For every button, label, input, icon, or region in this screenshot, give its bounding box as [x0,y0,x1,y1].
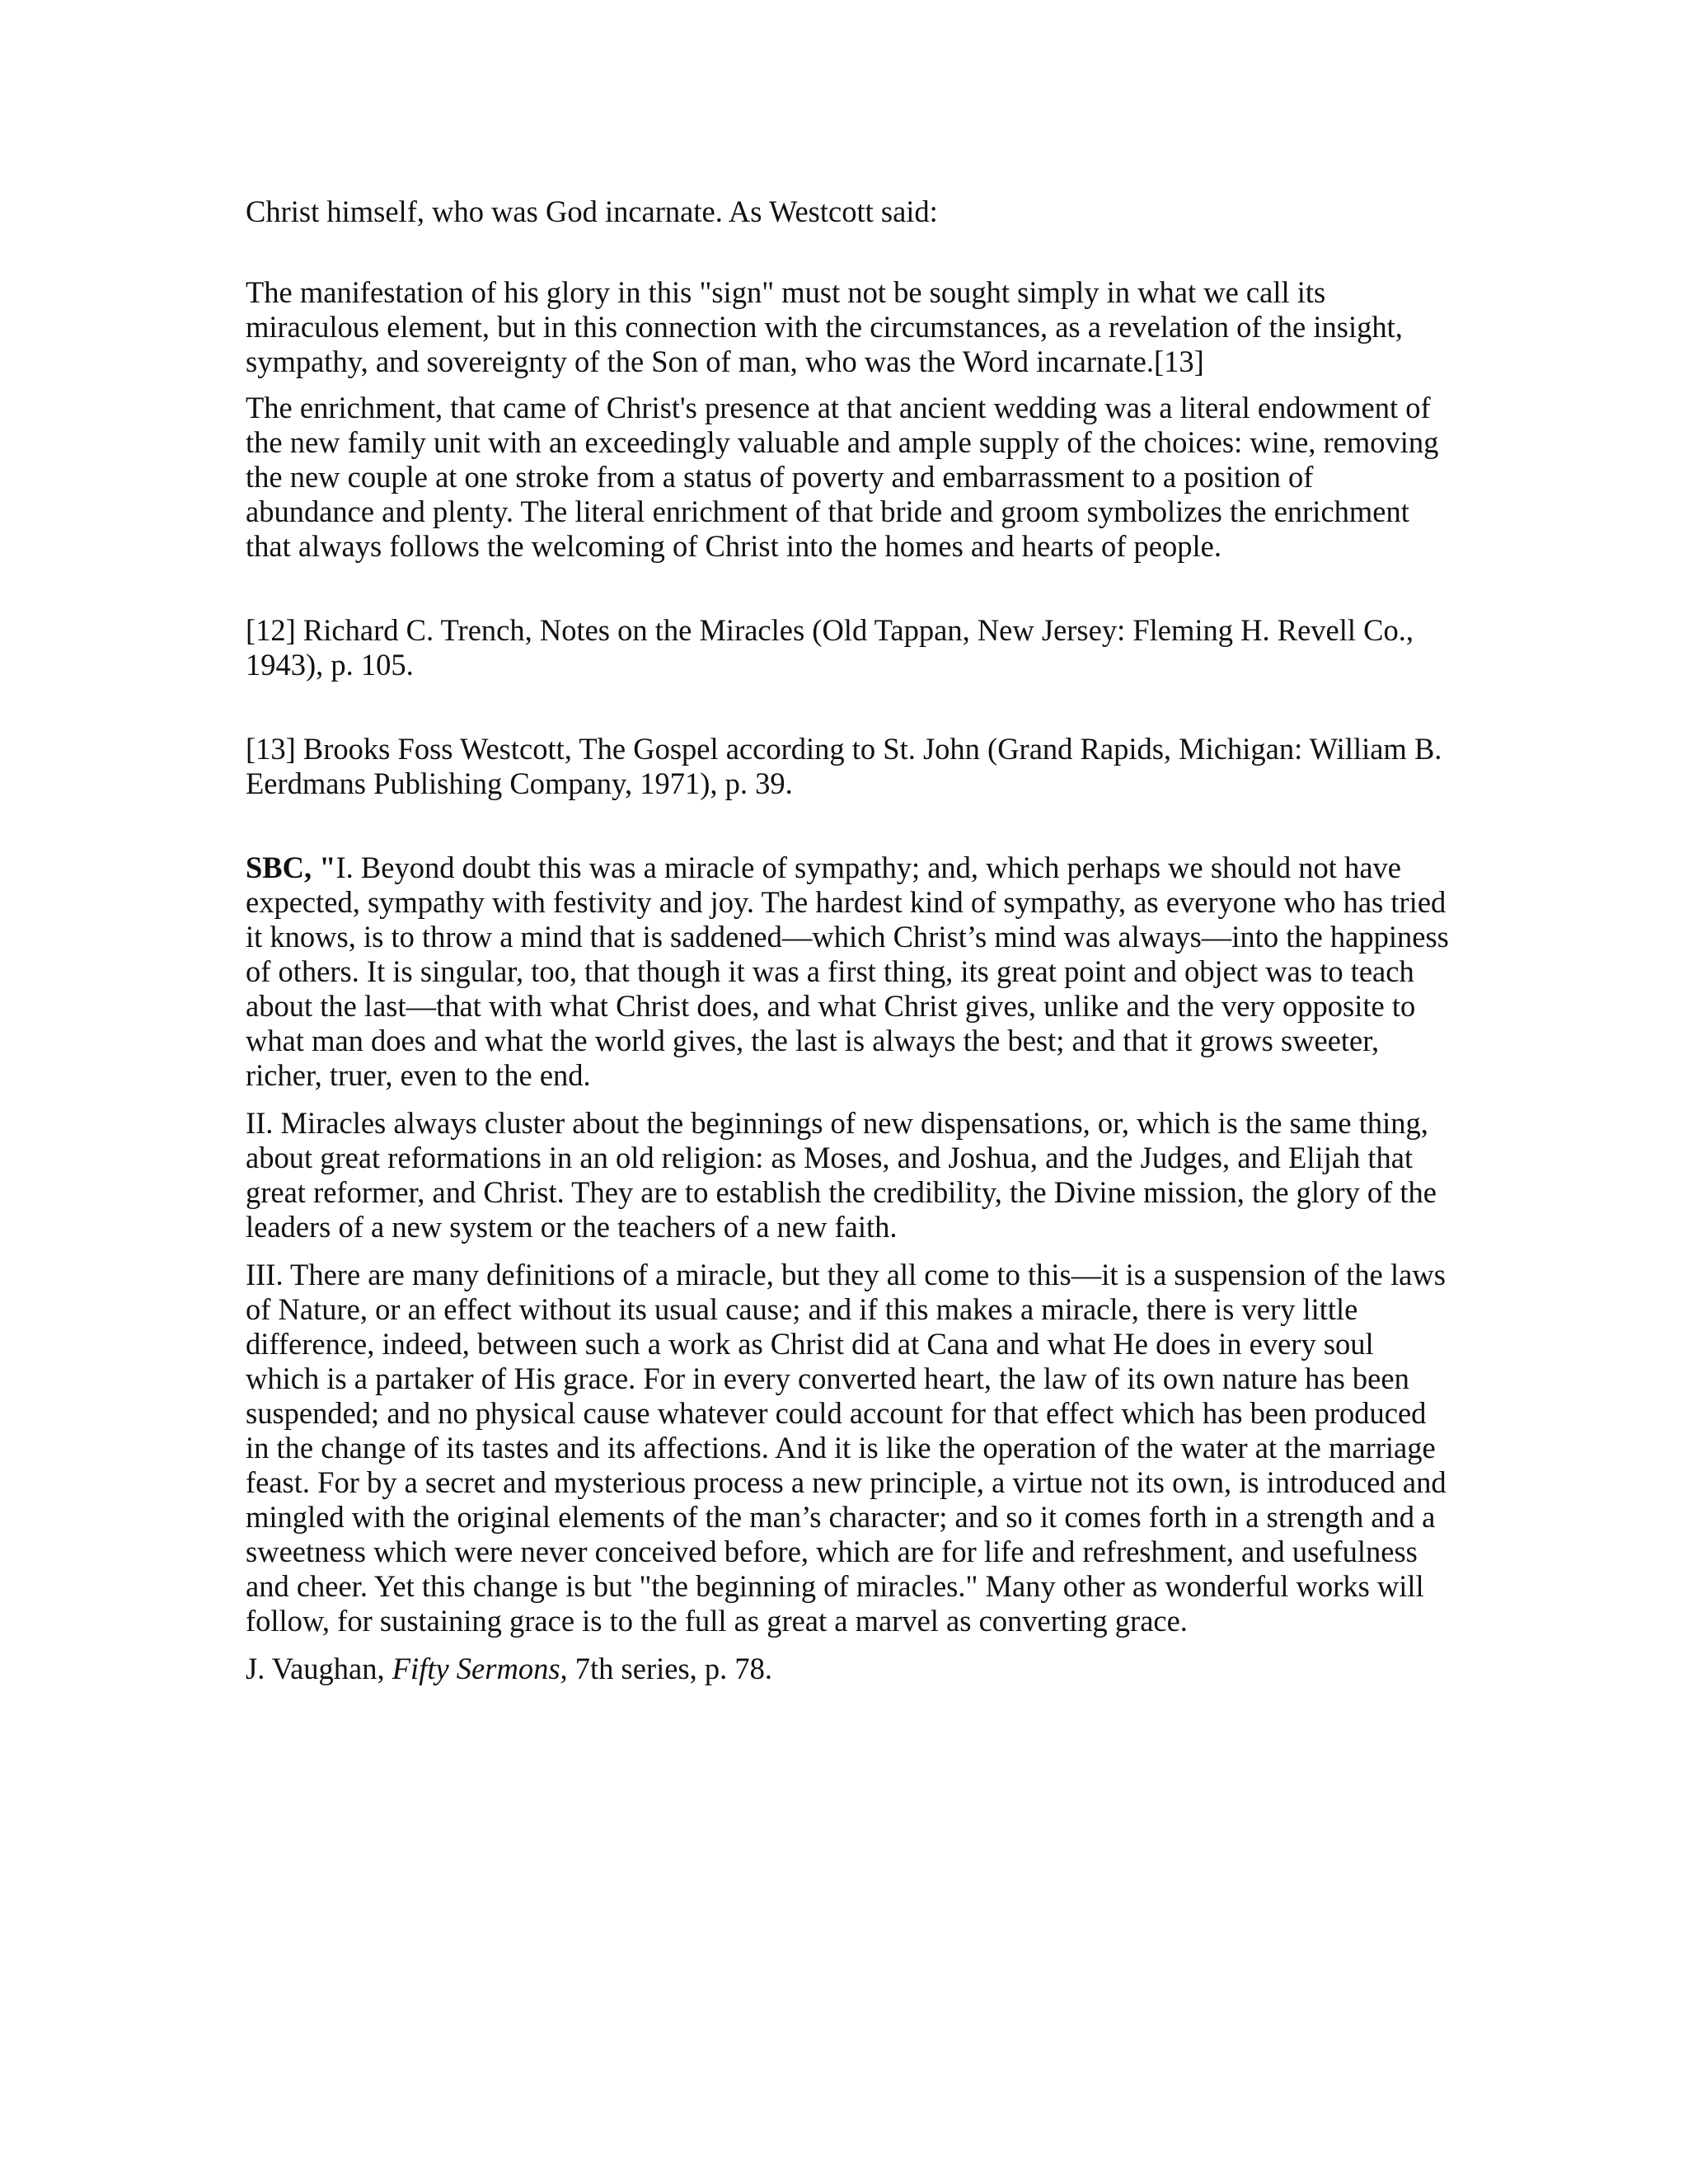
sbc-label: SBC, " [246,851,336,884]
citation-title: Fifty Sermons, [392,1652,568,1685]
document-page [246,194,1449,1686]
sbc-point-3: III. There are many definitions of a miracle, but they all come to this—it is a suspension of the laws of Nature, or an effect without its usual cause; and if this makes a miracle, there is very little difference, indeed, between such a work as Christ did at Cana and what He does in every soul which is a partaker of His grace. For in every converted heart, the law of its own nature has been suspended; and no physical cause whatever could account for that effect which has been produced in the change of its tastes and its affections. And it is like the operation of the water at the marriage feast. For by a secret and mysterious process a new principle, a virtue not its own, is introduced and mingled with the original elements of the man’s character; and so it comes forth in a strength and a sweetness which were never conceived before, which are for life and refreshment, and usefulness and cheer. Yet this change is but "the beginning of miracles." Many other as wonderful works will follow, for sustaining grace is to the full as great a marvel as converting grace. [246,1258,1447,1638]
intro-paragraph: Christ himself, who was God incarnate. As Westcott said: [246,194,938,228]
citation-rest: 7th series, p. 78. [567,1652,773,1685]
footnote-13: [13] Brooks Foss Westcott, The Gospel according to St. John (Grand Rapids, Michigan: William B. Eerdmans Publishing Company, 1971), p. 39. [246,732,1442,800]
sbc-point-1 [246,851,1449,1093]
footnote-12: [12] Richard C. Trench, Notes on the Miracles (Old Tappan, New Jersey: Fleming H. Revell Co., 1943), p. 105. [246,613,1414,682]
enrichment-paragraph: The enrichment, that came of Christ's presence at that ancient wedding was a literal endowment of the new family unit with an exceedingly valuable and ample supply of the choices: wine, removing the new couple at one stroke from a status of poverty and embarrassment to a position of abundance and plenty. The literal enrichment of that bride and groom symbolizes the enrichment that always follows the welcoming of Christ into the homes and hearts of people. [246,391,1439,563]
westcott-quote: The manifestation of his glory in this "sign" must not be sought simply in what we call its miraculous element, but in this connection with the circumstances, as a revelation of the insight, sympathy, and sovereignty of the Son of man, who was the Word incarnate.[13] [246,275,1403,378]
citation [246,1652,1449,1686]
sbc-point-2: II. Miracles always cluster about the beginnings of new dispensations, or, which is the same thing, about great reformations in an old religion: as Moses, and Joshua, and the Judges, and Elijah that great reformer, and Christ. They are to establish the credibility, the Divine mission, the glory of the leaders of a new system or the teachers of a new faith. [246,1106,1437,1244]
citation-author: J. Vaughan, [246,1652,392,1685]
sbc-point-1-text: I. Beyond doubt this was a miracle of sympathy; and, which perhaps we should not have expected, sympathy with festivity and joy. The hardest kind of sympathy, as everyone who has tried it knows, is to throw a mind that is saddened—which Christ’s mind was always—into the happiness of others. It is singular, too, that though it was a first thing, its great point and object was to teach about the last—that with what Christ does, and what Christ gives, unlike and the very opposite to what man does and what the world gives, the last is always the best; and that it grows sweeter, richer, truer, even to the end. [246,851,1449,1092]
